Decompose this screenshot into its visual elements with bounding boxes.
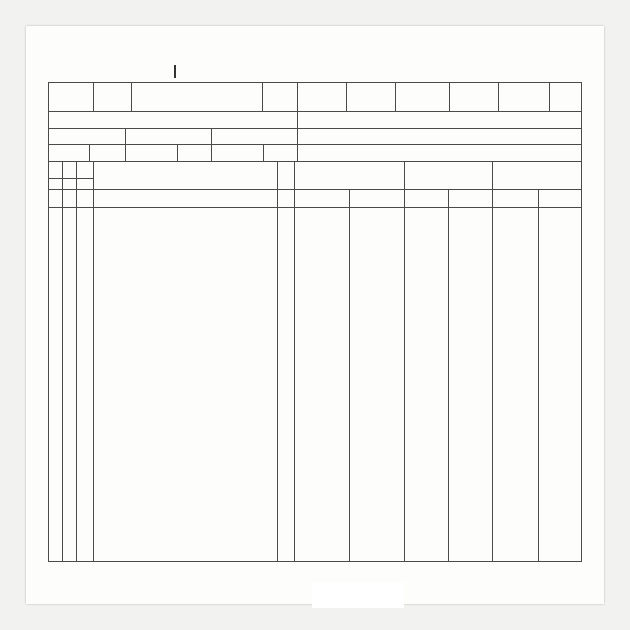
divider xyxy=(211,128,212,161)
divider xyxy=(49,161,581,162)
divider xyxy=(294,161,295,561)
divider xyxy=(49,144,581,145)
divider xyxy=(62,161,63,561)
divider xyxy=(297,83,298,111)
divider xyxy=(349,189,350,561)
divider xyxy=(297,111,298,161)
divider xyxy=(49,178,93,179)
divider xyxy=(49,111,581,112)
divider xyxy=(277,161,278,561)
barcode-bars xyxy=(312,582,404,600)
divider xyxy=(49,189,581,190)
divider xyxy=(263,144,264,161)
document-sheet xyxy=(26,26,604,604)
divider xyxy=(498,83,499,111)
divider xyxy=(448,189,449,561)
divider xyxy=(492,161,493,561)
divider xyxy=(93,161,94,561)
divider xyxy=(549,83,550,111)
divider xyxy=(49,207,581,208)
ledger-card-form xyxy=(48,82,582,562)
alphabet-index-strip xyxy=(174,65,176,78)
divider xyxy=(395,83,396,111)
divider xyxy=(177,144,178,161)
divider xyxy=(449,83,450,111)
divider xyxy=(49,128,581,129)
divider xyxy=(346,83,347,111)
divider xyxy=(125,128,126,161)
barcode xyxy=(312,582,404,608)
divider xyxy=(89,144,90,161)
divider xyxy=(131,83,132,111)
divider xyxy=(262,83,263,111)
divider xyxy=(76,161,77,561)
divider xyxy=(404,161,405,561)
divider xyxy=(538,189,539,561)
divider xyxy=(93,83,94,111)
